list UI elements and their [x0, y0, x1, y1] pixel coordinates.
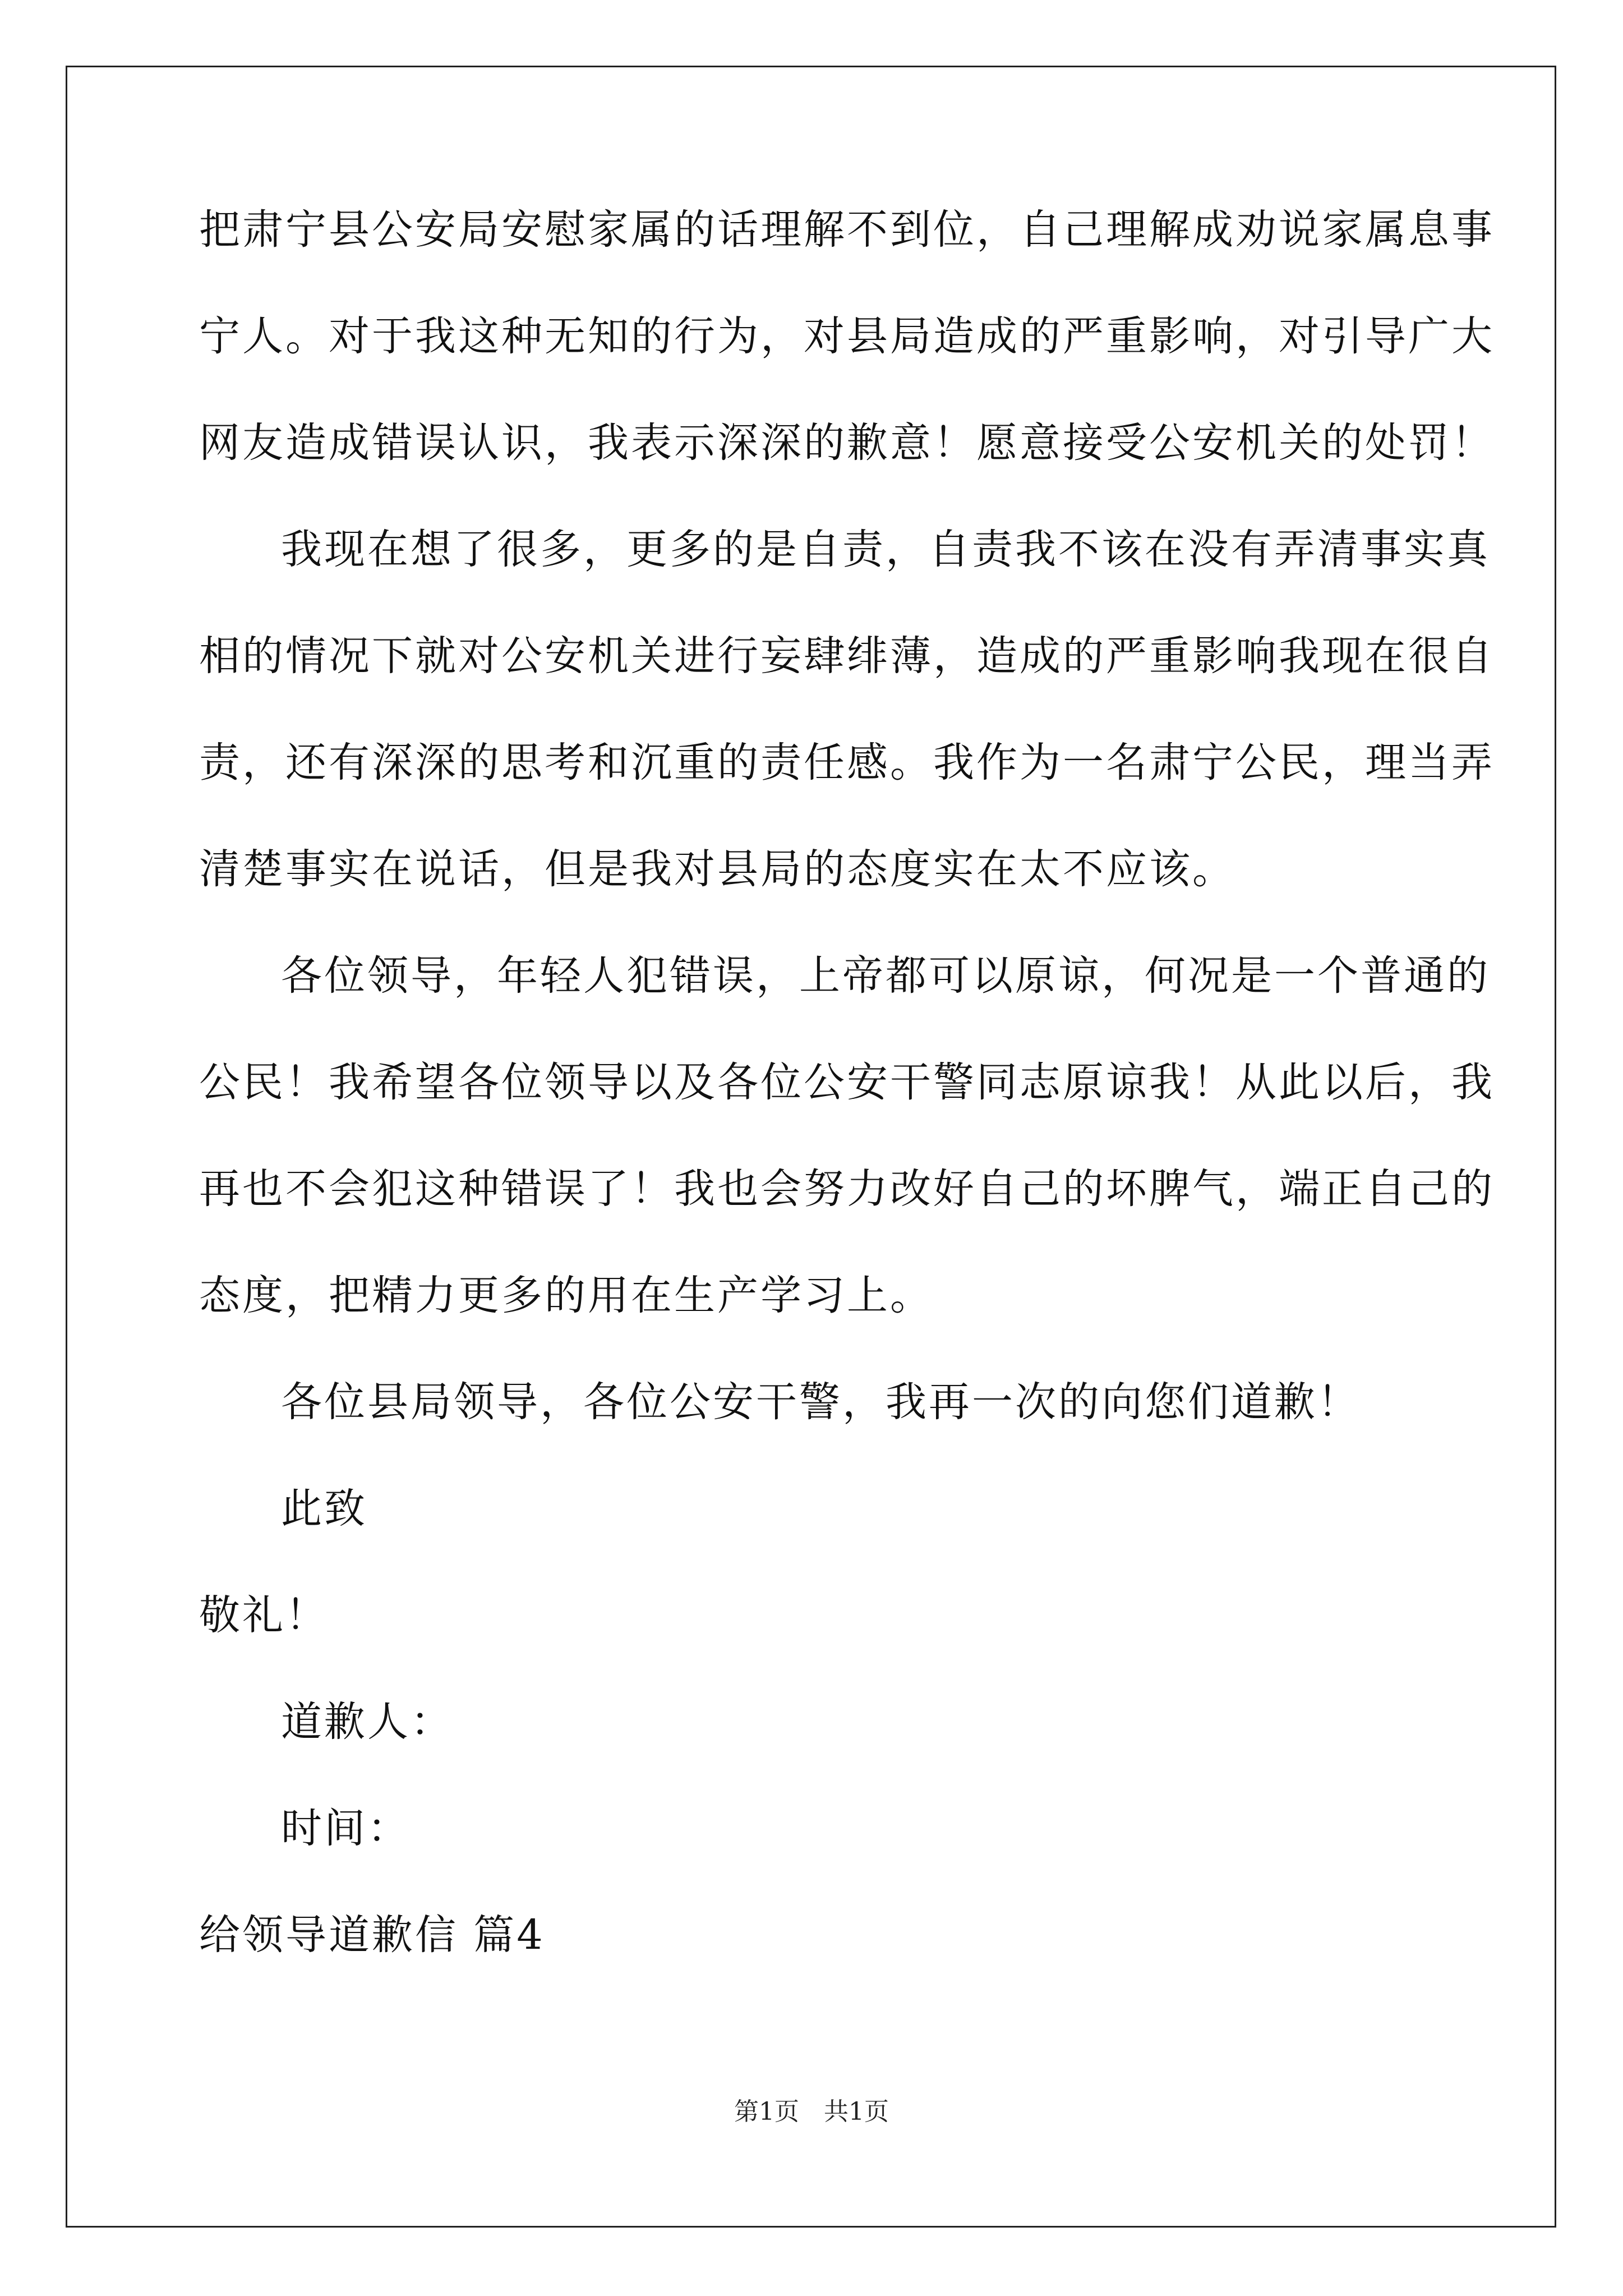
text-line: 再也不会犯这种错误了！我也会努力改好自己的坏脾气，端正自己的 [199, 1165, 1495, 1213]
closing-salutation: 此致 [281, 1485, 367, 1533]
signature-label: 道歉人： [281, 1698, 454, 1746]
text-line: 相的情况下就对公安机关进行妄肆绯薄，造成的严重影响我现在很自 [199, 632, 1495, 680]
text-line: 态度，把精力更多的用在生产学习上。 [199, 1272, 933, 1319]
text-line: 清楚事实在说话，但是我对县局的态度实在太不应该。 [199, 845, 1235, 893]
text-line: 宁人。对于我这种无知的行为，对县局造成的严重影响，对引导广大 [199, 312, 1495, 360]
paragraph-start: 我现在想了很多，更多的是自责，自责我不该在没有弄清事实真 [281, 526, 1490, 573]
text-line: 把肃宁县公安局安慰家属的话理解不到位，自己理解成劝说家属息事 [199, 206, 1495, 254]
date-label: 时间： [281, 1805, 411, 1852]
text-line: 责，还有深深的思考和沉重的责任感。我作为一名肃宁公民，理当弄 [199, 739, 1495, 786]
text-line: 网友造成错误认识，我表示深深的歉意！愿意接受公安机关的处罚！ [199, 419, 1495, 467]
page-footer: 第1页 共1页 [734, 2097, 889, 2126]
text-line: 公民！我希望各位领导以及各位公安干警同志原谅我！从此以后，我 [199, 1059, 1495, 1106]
paragraph-start: 各位领导，年轻人犯错误，上帝都可以原谅，何况是一个普通的 [281, 952, 1490, 1000]
section-heading: 给领导道歉信 篇4 [199, 1911, 545, 1959]
page-border [66, 66, 1556, 2228]
closing-respect: 敬礼！ [199, 1591, 329, 1639]
paragraph-start: 各位县局领导，各位公安干警，我再一次的向您们道歉！ [281, 1378, 1361, 1426]
